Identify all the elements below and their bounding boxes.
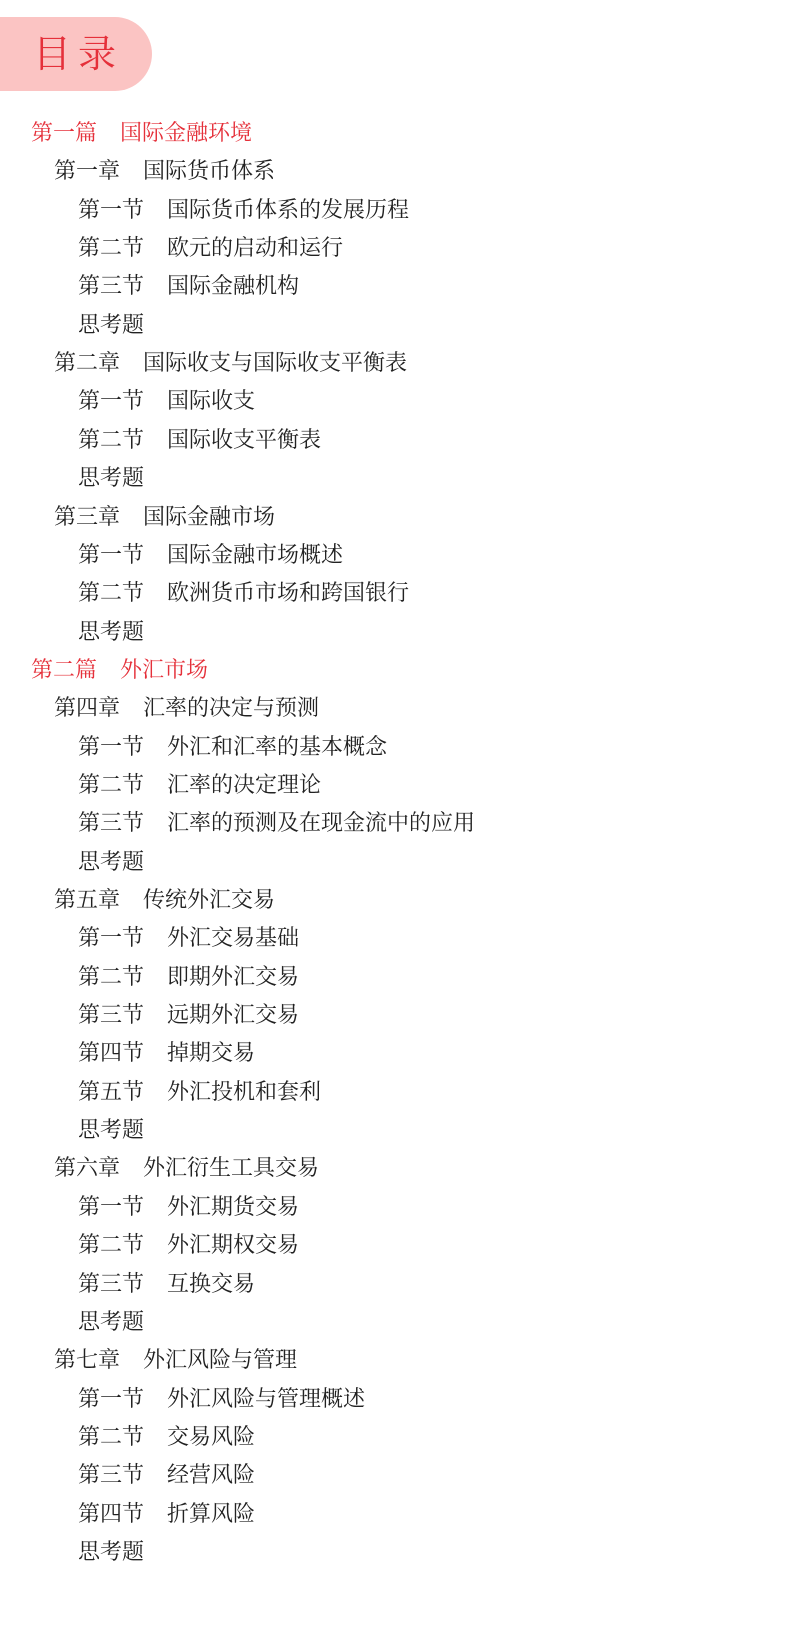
toc-entry-title: 外汇期权交易 xyxy=(167,1233,300,1258)
toc-entry-title: 国际收支 xyxy=(167,389,256,414)
toc-entry-part[interactable] xyxy=(31,651,208,691)
toc-entry-number: 第二章 xyxy=(54,351,121,376)
toc-entry-number: 第二节 xyxy=(78,773,145,798)
toc-entry-chapter[interactable] xyxy=(54,1341,297,1381)
toc-entry-title: 传统外汇交易 xyxy=(143,888,276,913)
toc-entry-section[interactable] xyxy=(78,1495,255,1535)
toc-entry-number: 第一节 xyxy=(78,543,145,568)
toc-entry-title: 国际金融环境 xyxy=(120,121,253,146)
toc-entry-chapter[interactable] xyxy=(54,881,275,921)
toc-entry-section[interactable] xyxy=(78,1034,255,1074)
toc-entry-title: 外汇风险与管理 xyxy=(143,1348,298,1373)
toc-entry-title: 汇率的决定理论 xyxy=(167,773,322,798)
toc-entry-title: 国际金融市场概述 xyxy=(167,543,344,568)
toc-entry-title: 远期外汇交易 xyxy=(167,1003,300,1028)
toc-entry-section[interactable] xyxy=(78,728,387,768)
toc-entry-section[interactable] xyxy=(78,1188,299,1228)
toc-entry-number: 第二篇 xyxy=(31,658,98,683)
toc-entry-section[interactable] xyxy=(78,919,299,959)
toc-entry-title: 国际金融机构 xyxy=(167,274,300,299)
toc-entry-number: 第四章 xyxy=(54,696,121,721)
toc-entry-title: 掉期交易 xyxy=(167,1041,256,1066)
toc-entry-title: 欧元的启动和运行 xyxy=(167,236,344,261)
toc-entry-number: 思考题 xyxy=(78,1310,145,1335)
toc-entry-title: 外汇交易基础 xyxy=(167,926,300,951)
toc-entry-number: 第一节 xyxy=(78,735,145,760)
toc-entry-title: 国际收支与国际收支平衡表 xyxy=(143,351,408,376)
toc-entry-number: 第二节 xyxy=(78,236,145,261)
toc-entry-part[interactable] xyxy=(31,114,252,154)
toc-entry-number: 思考题 xyxy=(78,620,145,645)
toc-entry-section[interactable] xyxy=(78,1226,299,1266)
toc-entry-title: 外汇风险与管理概述 xyxy=(167,1387,366,1412)
toc-entry-title: 欧洲货币市场和跨国银行 xyxy=(167,581,410,606)
toc-entry-section[interactable] xyxy=(78,1418,255,1458)
toc-entry-section[interactable] xyxy=(78,1265,255,1305)
toc-entry-chapter[interactable] xyxy=(54,344,407,384)
toc-entry-title: 国际货币体系的发展历程 xyxy=(167,198,410,223)
toc-entry-section[interactable] xyxy=(78,1380,365,1420)
toc-entry-number: 第三节 xyxy=(78,1272,145,1297)
toc-entry-number: 第二节 xyxy=(78,581,145,606)
toc-title: 目录 xyxy=(33,32,124,76)
toc-entry-title: 折算风险 xyxy=(167,1502,256,1527)
toc-entry-number: 第五章 xyxy=(54,888,121,913)
toc-entry-section[interactable] xyxy=(78,766,321,806)
toc-entry-section[interactable] xyxy=(78,574,409,614)
toc-entry-number: 思考题 xyxy=(78,466,145,491)
toc-entry-number: 第七章 xyxy=(54,1348,121,1373)
toc-entry-number: 第一篇 xyxy=(31,121,98,146)
toc-entry-number: 第五节 xyxy=(78,1080,145,1105)
toc-entry-chapter[interactable] xyxy=(54,689,319,729)
toc-entry-number: 第一节 xyxy=(78,926,145,951)
toc-entry-section[interactable] xyxy=(78,1111,144,1151)
toc-entry-title: 外汇期货交易 xyxy=(167,1195,300,1220)
toc-entry-number: 第四节 xyxy=(78,1502,145,1527)
toc-entry-section[interactable] xyxy=(78,421,321,461)
toc-entry-chapter[interactable] xyxy=(54,1149,319,1189)
toc-entry-section[interactable] xyxy=(78,1533,144,1573)
toc-entry-title: 汇率的决定与预测 xyxy=(143,696,320,721)
toc-entry-number: 第二节 xyxy=(78,428,145,453)
toc-entry-number: 思考题 xyxy=(78,1540,145,1565)
toc-entry-chapter[interactable] xyxy=(54,152,275,192)
toc-entry-title: 即期外汇交易 xyxy=(167,965,300,990)
toc-entry-title: 外汇衍生工具交易 xyxy=(143,1156,320,1181)
toc-entry-section[interactable] xyxy=(78,1456,255,1496)
toc-entry-title: 经营风险 xyxy=(167,1463,256,1488)
toc-entry-section[interactable] xyxy=(78,536,343,576)
toc-entry-title: 互换交易 xyxy=(167,1272,256,1297)
toc-entry-number: 第三节 xyxy=(78,811,145,836)
toc-entry-title: 交易风险 xyxy=(167,1425,256,1450)
toc-entry-number: 思考题 xyxy=(78,850,145,875)
toc-entry-title: 汇率的预测及在现金流中的应用 xyxy=(167,811,476,836)
toc-entry-number: 第一节 xyxy=(78,198,145,223)
toc-entry-title: 国际金融市场 xyxy=(143,505,276,530)
toc-entry-number: 第六章 xyxy=(54,1156,121,1181)
toc-entry-title: 外汇和汇率的基本概念 xyxy=(167,735,388,760)
toc-entry-section[interactable] xyxy=(78,804,475,844)
toc-entry-number: 第一章 xyxy=(54,159,121,184)
toc-entry-number: 第三节 xyxy=(78,1003,145,1028)
toc-entry-number: 第一节 xyxy=(78,1195,145,1220)
toc-entry-section[interactable] xyxy=(78,267,299,307)
toc-entry-section[interactable] xyxy=(78,958,299,998)
toc-entry-number: 第三节 xyxy=(78,1463,145,1488)
toc-entry-title: 外汇市场 xyxy=(120,658,209,683)
toc-entry-number: 第一节 xyxy=(78,389,145,414)
toc-entry-title: 国际收支平衡表 xyxy=(167,428,322,453)
toc-entry-number: 第四节 xyxy=(78,1041,145,1066)
toc-entry-title: 国际货币体系 xyxy=(143,159,276,184)
toc-entry-section[interactable] xyxy=(78,229,343,269)
toc-entry-section[interactable] xyxy=(78,1073,321,1113)
toc-entry-section[interactable] xyxy=(78,382,255,422)
toc-entry-number: 第三章 xyxy=(54,505,121,530)
toc-entry-section[interactable] xyxy=(78,843,144,883)
toc-entry-section[interactable] xyxy=(78,613,144,653)
toc-entry-section[interactable] xyxy=(78,1303,144,1343)
toc-entry-number: 第二节 xyxy=(78,1233,145,1258)
toc-entry-number: 第二节 xyxy=(78,1425,145,1450)
toc-entry-section[interactable] xyxy=(78,996,299,1036)
toc-entry-number: 思考题 xyxy=(78,1118,145,1143)
toc-entry-title: 外汇投机和套利 xyxy=(167,1080,322,1105)
toc-entry-number: 第一节 xyxy=(78,1387,145,1412)
toc-entry-section[interactable] xyxy=(78,306,144,346)
toc-entry-section[interactable] xyxy=(78,459,144,499)
toc-entry-number: 第三节 xyxy=(78,274,145,299)
toc-entry-number: 第二节 xyxy=(78,965,145,990)
toc-entry-section[interactable] xyxy=(78,191,409,231)
toc-entry-number: 思考题 xyxy=(78,313,145,338)
toc-entry-chapter[interactable] xyxy=(54,498,275,538)
